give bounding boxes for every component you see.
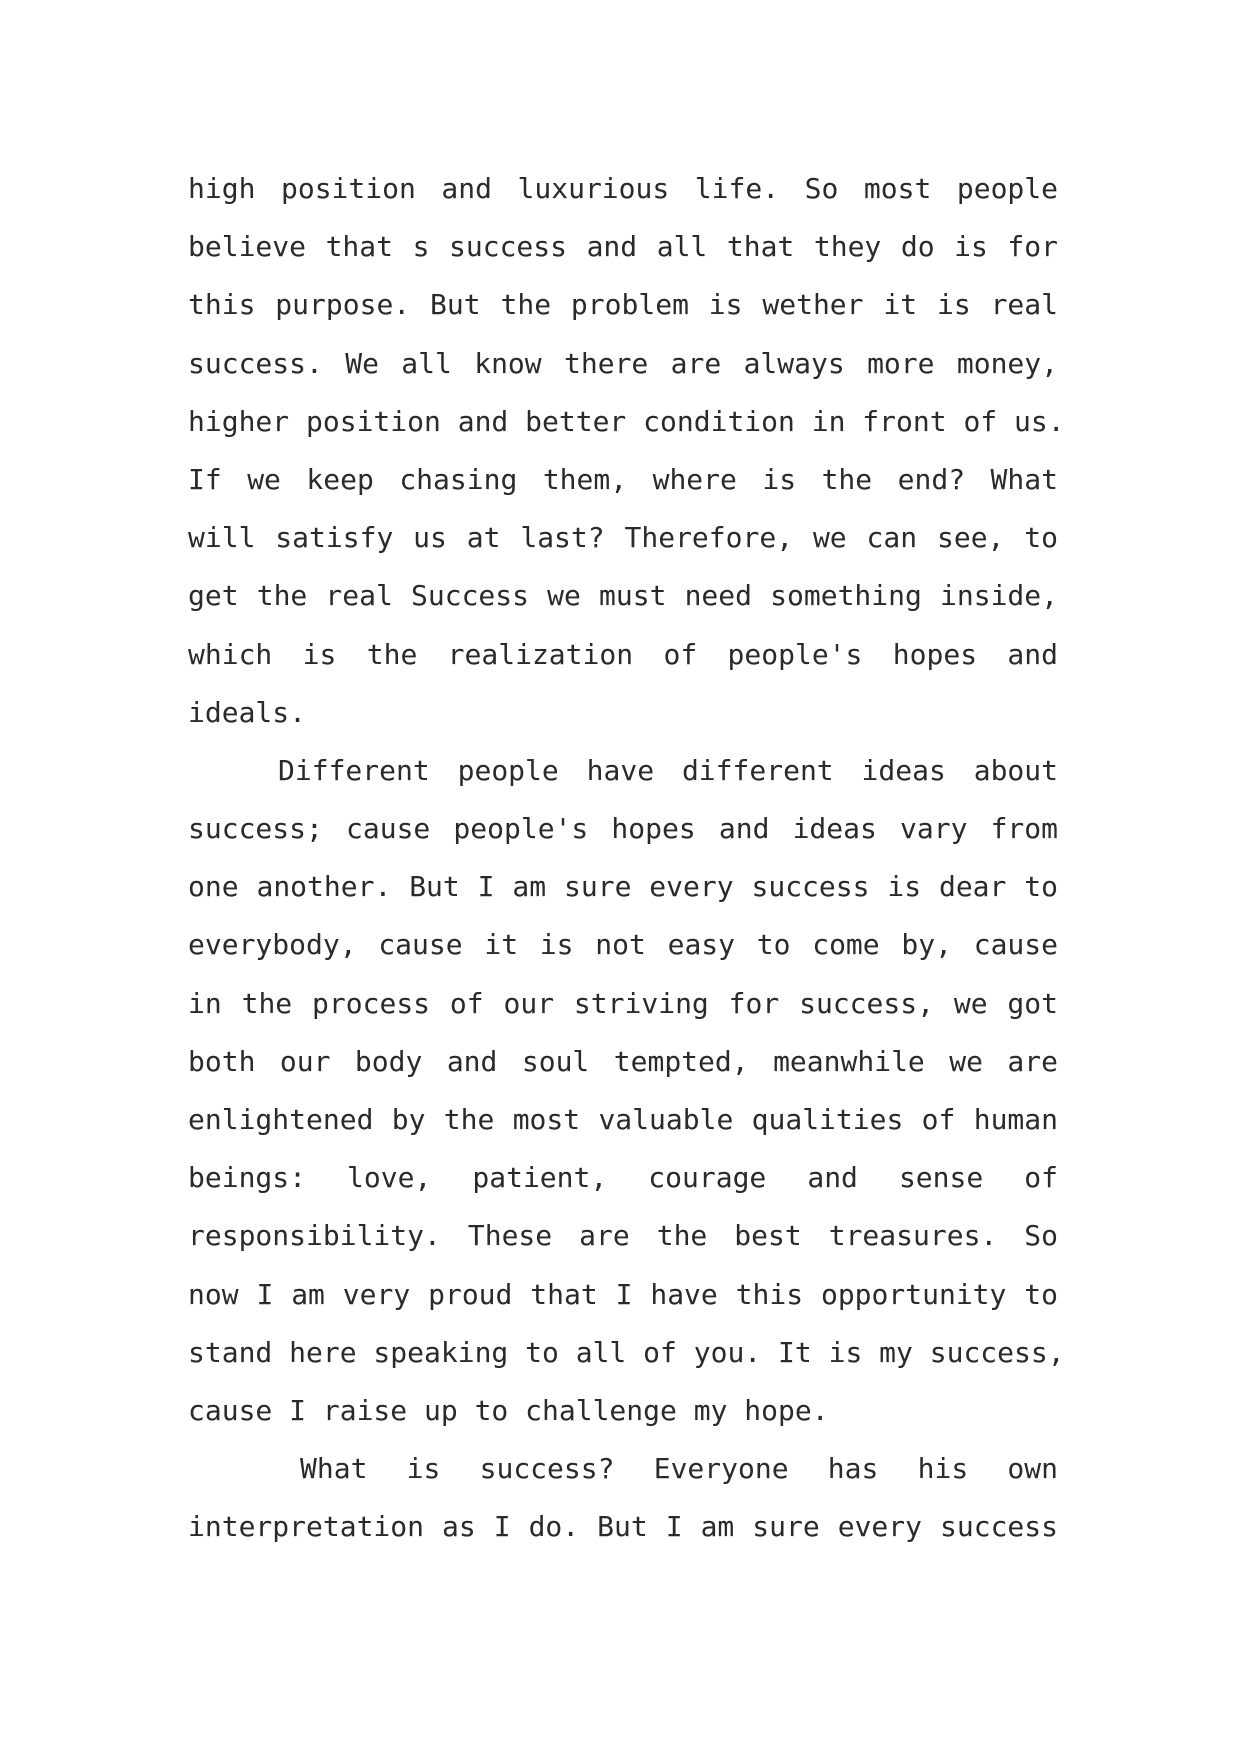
text-line: get the real Success we must need something inside,: [188, 579, 1058, 613]
text-line: ideals.: [188, 695, 307, 729]
text-line: success. We all know there are always more money,: [188, 346, 1058, 380]
text-line: in the process of our striving for success, we got: [188, 986, 1058, 1020]
text-line: higher position and better condition in front of us.: [188, 404, 1065, 438]
paragraph-first-line: What is success? Everyone has his own: [300, 1452, 1058, 1486]
text-line: cause I raise up to challenge my hope.: [188, 1393, 829, 1427]
text-line: beings: love, patient, courage and sense of: [188, 1161, 1058, 1195]
text-line: If we keep chasing them, where is the end? What: [188, 462, 1058, 496]
text-line: believe that s success and all that they do is for: [188, 230, 1058, 264]
text-line: high position and luxurious life. So most people: [188, 172, 1058, 205]
text-line: responsibility. These are the best treasures. So: [188, 1219, 1058, 1253]
text-line: everybody, cause it is not easy to come by, cause: [188, 928, 1058, 962]
body-text: [188, 160, 1065, 1557]
text-line: stand here speaking to all of you. It is my success,: [188, 1335, 1065, 1369]
text-line: enlightened by the most valuable qualities of human: [188, 1103, 1058, 1136]
text-line: both our body and soul tempted, meanwhile we are: [188, 1044, 1058, 1078]
text-line: one another. But I am sure every success is dear to: [188, 870, 1058, 904]
text-line: interpretation as I do. But I am sure every success: [188, 1510, 1058, 1544]
text-line: will satisfy us at last? Therefore, we can see, to: [188, 521, 1058, 555]
paragraph-first-line: Different people have different ideas about: [278, 753, 1058, 787]
text-line: success; cause people's hopes and ideas vary from: [188, 812, 1058, 846]
text-line: which is the realization of people's hopes and: [188, 637, 1058, 671]
text-line: this purpose. But the problem is wether it is real: [188, 288, 1058, 322]
text-line: now I am very proud that I have this opportunity to: [188, 1277, 1058, 1311]
